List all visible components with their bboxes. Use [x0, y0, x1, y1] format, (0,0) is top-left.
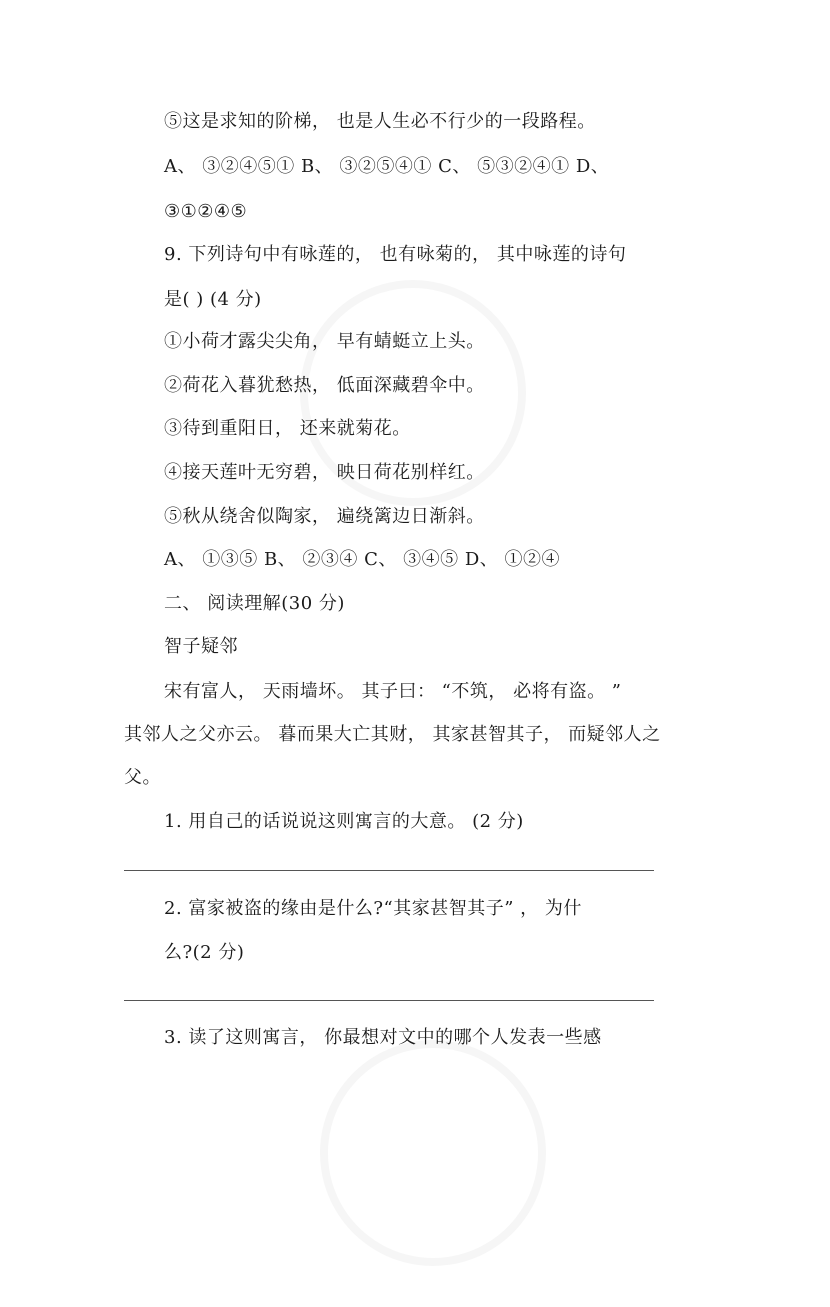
question-2: 2. 富家被盗的缘由是什么?“其家甚智其子” ， 为什	[164, 898, 582, 919]
poem-option: ⑤秋从绕舍似陶家， 遍绕篱边日渐斜。	[164, 506, 485, 527]
section-heading: 二、 阅读理解(30 分)	[164, 593, 345, 614]
answer-line	[124, 870, 654, 871]
poem-option: ③待到重阳日， 还来就菊花。	[164, 418, 411, 439]
passage-title: 智子疑邻	[164, 636, 238, 657]
text-line: 是( ) (4 分)	[164, 289, 262, 310]
answer-line	[124, 1000, 654, 1001]
text-line: ③①②④⑤	[164, 201, 248, 222]
poem-option: ②荷花入暮犹愁热， 低面深藏碧伞中。	[164, 375, 485, 396]
passage-text: 父。	[124, 767, 161, 788]
poem-option: ①小荷才露尖尖角， 早有蜻蜓立上头。	[164, 331, 485, 352]
text-line: 么?(2 分)	[164, 942, 245, 963]
answer-choices: A、 ①③⑤ B、 ②③④ C、 ③④⑤ D、 ①②④	[164, 549, 560, 570]
question-1: 1. 用自己的话说说这则寓言的大意。 (2 分)	[164, 811, 524, 832]
poem-option: ④接天莲叶无穷碧， 映日荷花别样红。	[164, 462, 485, 483]
passage-text: 宋有富人， 天雨墙坏。 其子曰： “不筑， 必将有盗。 ”	[164, 681, 622, 702]
text-line: ⑤这是求知的阶梯， 也是人生必不行少的一段路程。	[164, 111, 596, 132]
question-3: 3. 读了这则寓言， 你最想对文中的哪个人发表一些感	[164, 1027, 602, 1048]
text-line: A、 ③②④⑤① B、 ③②⑤④① C、 ⑤③②④① D、	[164, 156, 610, 177]
passage-text: 其邻人之父亦云。 暮而果大亡其财， 其家甚智其子， 而疑邻人之	[124, 724, 661, 745]
question-9: 9. 下列诗句中有咏莲的， 也有咏菊的， 其中咏莲的诗句	[164, 244, 627, 265]
